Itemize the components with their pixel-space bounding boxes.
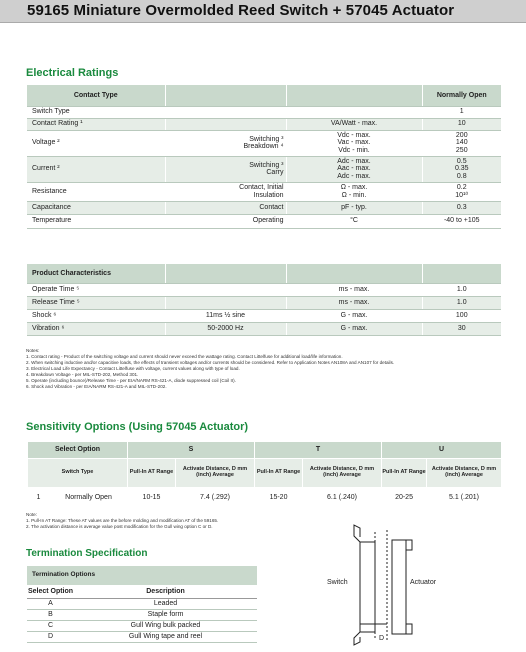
s-activate-header: Activate Distance, D mm (inch) Average bbox=[176, 459, 255, 488]
electrical-row-unit-line: Adc - max. bbox=[337, 157, 371, 165]
product-characteristics-table bbox=[27, 264, 501, 336]
col-normally-open: Normally Open bbox=[422, 85, 501, 106]
product-row-label: Operate Time ⁵ bbox=[27, 283, 165, 296]
termination-row bbox=[27, 631, 257, 642]
actuator-body bbox=[392, 540, 406, 634]
electrical-row-label: Resistance bbox=[27, 182, 165, 201]
electrical-row-condition-line: Breakdown ⁴ bbox=[243, 143, 284, 150]
note-line: 3. Electrical Load Life Expectancy - Contact Littelfuse with voltage, current values along with type of load. bbox=[26, 366, 240, 371]
t-activate-header: Activate Distance, D mm (inch) Average bbox=[303, 459, 382, 488]
electrical-row bbox=[27, 106, 501, 118]
electrical-row-value-line: 1 bbox=[459, 108, 464, 116]
electrical-row-value bbox=[422, 118, 501, 130]
group-s-header: S bbox=[128, 442, 255, 459]
product-row-unit: ms - max. bbox=[286, 283, 422, 296]
electrical-row-unit-line: Vdc - max. bbox=[337, 131, 371, 139]
electrical-row-value bbox=[422, 201, 501, 214]
product-row-value: 100 bbox=[422, 309, 501, 322]
electrical-row bbox=[27, 130, 501, 156]
product-header-row bbox=[27, 264, 501, 283]
termination-row bbox=[27, 598, 257, 609]
product-row-condition: 50-2000 Hz bbox=[165, 322, 286, 335]
electrical-row-unit bbox=[286, 130, 422, 156]
electrical-row-unit-line: °C bbox=[350, 217, 358, 225]
termination-option: C bbox=[47, 621, 54, 629]
s-pull-in-header: Pull-In AT Range bbox=[128, 459, 176, 488]
switch-actuator-diagram bbox=[320, 520, 520, 650]
electrical-row-condition-line: Contact bbox=[259, 203, 284, 211]
electrical-row-label: Temperature bbox=[27, 214, 165, 228]
termination-description: Staple form bbox=[147, 610, 184, 618]
u-activate-value: 5.1 (.201) bbox=[427, 488, 502, 508]
electrical-row-condition bbox=[165, 106, 286, 118]
switch-type-header: Switch Type bbox=[28, 459, 128, 488]
electrical-row bbox=[27, 118, 501, 130]
electrical-row-label: Capacitance bbox=[27, 201, 165, 214]
termination-table bbox=[27, 566, 257, 643]
page-title: 59165 Miniature Overmolded Reed Switch + 57045 Actuator bbox=[27, 2, 455, 19]
electrical-row-unit-line: Ω - min. bbox=[341, 191, 367, 199]
switch-body bbox=[360, 542, 375, 632]
switch-label: Switch bbox=[327, 579, 348, 586]
note-line: 6. Shock and Vibration - per EIA/NARM RS-421-A and MIL-STD-202. bbox=[26, 384, 167, 389]
product-row-label: Vibration ⁶ bbox=[27, 322, 165, 335]
electrical-ratings-heading: Electrical Ratings bbox=[26, 67, 119, 79]
electrical-row bbox=[27, 182, 501, 201]
product-row bbox=[27, 322, 501, 335]
t-pull-in-header: Pull-In AT Range bbox=[255, 459, 303, 488]
product-row bbox=[27, 309, 501, 322]
sensitivity-table bbox=[27, 441, 502, 508]
actuator-label: Actuator bbox=[410, 579, 437, 586]
sensitivity-heading: Sensitivity Options (Using 57045 Actuator) bbox=[26, 421, 249, 433]
product-row-unit: G - max. bbox=[286, 322, 422, 335]
t-activate-value: 6.1 (.240) bbox=[303, 488, 382, 508]
u-activate-header: Activate Distance, D mm (inch) Average bbox=[427, 459, 502, 488]
termination-description: Gull Wing tape and reel bbox=[128, 632, 203, 640]
group-t-header: T bbox=[255, 442, 382, 459]
product-row-label: Release Time ⁵ bbox=[27, 296, 165, 309]
note-line: 4. Breakdown Voltage - per MIL-STD-202, Method 301. bbox=[26, 372, 139, 377]
col-description: Description bbox=[146, 587, 185, 595]
note-line: 2. When switching inductive and/or capacitive loads, the effects of transient voltages and/or currents should be considered. Refer to Application Notes AN108A and AN107 for details. bbox=[26, 360, 395, 365]
d-dimension-label: D bbox=[379, 635, 385, 642]
electrical-row-value bbox=[422, 182, 501, 201]
electrical-header-row bbox=[27, 85, 501, 106]
electrical-row-unit bbox=[286, 182, 422, 201]
electrical-row-value-line: 250 bbox=[455, 146, 468, 154]
row-number: 1 bbox=[28, 488, 50, 508]
electrical-row-value bbox=[422, 214, 501, 228]
electrical-notes bbox=[26, 348, 394, 390]
electrical-row-value bbox=[422, 130, 501, 156]
product-row-unit: ms - max. bbox=[286, 296, 422, 309]
product-row-condition: 11ms ½ sine bbox=[165, 309, 286, 322]
termination-options-heading: Termination Options bbox=[32, 571, 96, 579]
product-row-unit: G - max. bbox=[286, 309, 422, 322]
page-header-bar bbox=[0, 0, 526, 23]
electrical-row-label: Contact Rating ¹ bbox=[27, 118, 165, 130]
electrical-row-unit bbox=[286, 106, 422, 118]
u-pull-in-header: Pull-In AT Range bbox=[382, 459, 427, 488]
switch-outline bbox=[354, 525, 360, 645]
product-row-value: 30 bbox=[422, 322, 501, 335]
electrical-row-condition bbox=[165, 201, 286, 214]
s-activate-value: 7.4 (.292) bbox=[176, 488, 255, 508]
termination-option: B bbox=[48, 610, 53, 618]
electrical-row-unit-line: pF - typ. bbox=[341, 203, 367, 211]
note-line: 1. Contact rating - Product of the switching voltage and current should never exceed the wattage rating. Contact Littelfuse for additional load/life information. bbox=[26, 354, 343, 359]
electrical-row-condition bbox=[165, 182, 286, 201]
termination-row bbox=[27, 609, 257, 620]
product-row bbox=[27, 283, 501, 296]
product-row-value: 1.0 bbox=[422, 283, 501, 296]
electrical-row-unit-line: Vac - max. bbox=[337, 139, 371, 147]
electrical-row-condition-line: Switching ³ bbox=[249, 161, 284, 169]
electrical-row-value-line: 10 bbox=[457, 120, 466, 128]
s-pull-in-value: 10-15 bbox=[128, 488, 176, 508]
electrical-row bbox=[27, 201, 501, 214]
select-option-header: Select Option bbox=[28, 442, 128, 459]
electrical-row-condition bbox=[165, 118, 286, 130]
electrical-row-value-line: 0.35 bbox=[454, 165, 469, 173]
electrical-row-value-line: 200 bbox=[455, 131, 468, 139]
electrical-row-value-line: 0.3 bbox=[456, 203, 467, 211]
group-u-header: U bbox=[382, 442, 502, 459]
termination-description: Gull Wing bulk packed bbox=[130, 621, 201, 629]
electrical-ratings-table bbox=[27, 85, 501, 229]
product-row-label: Shock ⁶ bbox=[27, 309, 165, 322]
electrical-row-unit-line: Vdc - min. bbox=[338, 146, 370, 154]
electrical-row-unit bbox=[286, 214, 422, 228]
electrical-row bbox=[27, 156, 501, 182]
electrical-row bbox=[27, 214, 501, 228]
electrical-row-condition bbox=[165, 156, 286, 182]
col-contact-type: Contact Type bbox=[27, 85, 165, 106]
product-row-condition bbox=[165, 296, 286, 309]
electrical-row-condition bbox=[165, 130, 286, 156]
product-row-value: 1.0 bbox=[422, 296, 501, 309]
electrical-row-condition-line: Carry bbox=[266, 169, 284, 176]
product-row bbox=[27, 296, 501, 309]
note-line: Note: bbox=[26, 512, 37, 517]
note-line: 2. The activation distance is average value post modification for the Gull wing option C or D. bbox=[26, 524, 213, 529]
termination-description: Leaded bbox=[153, 599, 178, 607]
note-line: Notes: bbox=[26, 348, 40, 353]
electrical-row-condition-line: Operating bbox=[252, 217, 284, 225]
electrical-row-unit-line: VA/Watt - max. bbox=[330, 120, 378, 128]
electrical-row-unit-line: Aac - max. bbox=[337, 165, 371, 173]
electrical-row-label: Current ² bbox=[27, 156, 165, 182]
note-line: 1. Pull-In AT Range: These AT values are the before molding and modification AT of the 59165. bbox=[26, 518, 219, 523]
termination-row bbox=[27, 620, 257, 631]
electrical-row-unit-line: Adc - max. bbox=[337, 172, 371, 180]
col-select-option: Select Option bbox=[27, 587, 74, 595]
electrical-row-value-line: 140 bbox=[455, 139, 468, 147]
note-line: 5. Operate (including bounce)/Release Time - per EIA/NARM RS-421-A, diode suppressed coil (Coil II). bbox=[26, 378, 236, 383]
electrical-row-value bbox=[422, 156, 501, 182]
t-pull-in-value: 15-20 bbox=[255, 488, 303, 508]
electrical-row-value-line: 10¹⁰ bbox=[455, 191, 469, 199]
electrical-row-condition-line: Switching ³ bbox=[249, 135, 284, 143]
u-pull-in-value: 20-25 bbox=[382, 488, 427, 508]
termination-option: A bbox=[48, 599, 53, 607]
electrical-row-label: Switch Type bbox=[27, 106, 165, 118]
sensitivity-row bbox=[28, 488, 502, 508]
product-row-condition bbox=[165, 283, 286, 296]
electrical-row-unit bbox=[286, 118, 422, 130]
electrical-row-value-line: 0.8 bbox=[456, 172, 467, 180]
sensitivity-notes bbox=[26, 512, 218, 530]
electrical-row-unit-line: Ω - max. bbox=[340, 184, 368, 192]
electrical-row-condition bbox=[165, 214, 286, 228]
product-characteristics-heading: Product Characteristics bbox=[27, 264, 165, 283]
electrical-row-value-line: 0.2 bbox=[456, 184, 467, 192]
electrical-row-value-line: -40 to +105 bbox=[443, 217, 480, 225]
electrical-row-value-line: 0.5 bbox=[456, 157, 467, 165]
electrical-row-unit bbox=[286, 156, 422, 182]
electrical-row-unit bbox=[286, 201, 422, 214]
termination-heading: Termination Specification bbox=[26, 548, 148, 559]
electrical-row-label: Voltage ² bbox=[27, 130, 165, 156]
row-switch-type: Normally Open bbox=[50, 488, 128, 508]
electrical-row-value bbox=[422, 106, 501, 118]
termination-option: D bbox=[47, 632, 54, 640]
electrical-row-condition-line: Contact, Initial bbox=[239, 184, 284, 192]
electrical-row-condition-line: Insulation bbox=[253, 191, 284, 199]
